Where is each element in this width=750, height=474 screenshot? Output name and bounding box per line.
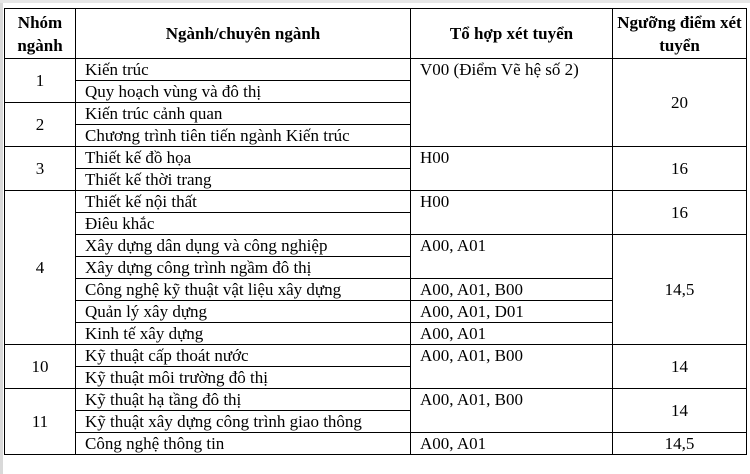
major-name: Kinh tế xây dựng [76, 323, 411, 345]
major-name: Xây dựng dân dụng và công nghiệp [76, 235, 411, 257]
group-number: 10 [5, 345, 76, 389]
combo-cell: H00 [411, 147, 613, 191]
group-number: 1 [5, 59, 76, 103]
score-cell: 14 [613, 345, 747, 389]
major-name: Công nghệ thông tin [76, 433, 411, 455]
table-row [5, 345, 747, 367]
combo-cell: A00, A01 [411, 235, 613, 279]
score-cell: 16 [613, 191, 747, 235]
major-name: Kỹ thuật hạ tầng đô thị [76, 389, 411, 411]
admission-threshold-table [4, 8, 747, 455]
combo-cell: H00 [411, 191, 613, 235]
table-row [5, 191, 747, 213]
combo-cell: A00, A01, B00 [411, 389, 613, 433]
combo-cell: A00, A01, B00 [411, 345, 613, 389]
combo-cell: V00 (Điểm Vẽ hệ số 2) [411, 59, 613, 147]
table-row [5, 389, 747, 411]
header-major: Ngành/chuyên ngành [76, 9, 411, 59]
header-group: Nhóm ngành [5, 9, 76, 59]
major-name: Thiết kế nội thất [76, 191, 411, 213]
major-name: Thiết kế đồ họa [76, 147, 411, 169]
major-name: Kỹ thuật môi trường đô thị [76, 367, 411, 389]
major-name: Công nghệ kỹ thuật vật liệu xây dựng [76, 279, 411, 301]
major-name: Kỹ thuật cấp thoát nước [76, 345, 411, 367]
score-cell: 14,5 [613, 433, 747, 455]
window-frame-left [0, 0, 3, 474]
score-cell: 14,5 [613, 235, 747, 345]
table-row [5, 433, 747, 455]
major-name: Xây dựng công trình ngầm đô thị [76, 257, 411, 279]
group-number: 2 [5, 103, 76, 147]
group-number: 3 [5, 147, 76, 191]
major-name: Kiến trúc cảnh quan [76, 103, 411, 125]
header-combo: Tổ hợp xét tuyển [411, 9, 613, 59]
major-name: Điêu khắc [76, 213, 411, 235]
major-name: Kiến trúc [76, 59, 411, 81]
header-score: Ngưỡng điểm xét tuyển [613, 9, 747, 59]
table-row [5, 59, 747, 81]
major-name: Quy hoạch vùng và đô thị [76, 81, 411, 103]
group-number: 11 [5, 389, 76, 455]
group-number: 4 [5, 191, 76, 345]
major-name: Kỹ thuật xây dựng công trình giao thông [76, 411, 411, 433]
combo-cell: A00, A01 [411, 323, 613, 345]
table-row [5, 147, 747, 169]
table-row [5, 235, 747, 257]
score-cell: 20 [613, 59, 747, 147]
score-cell: 16 [613, 147, 747, 191]
score-cell: 14 [613, 389, 747, 433]
combo-cell: A00, A01 [411, 433, 613, 455]
window-frame-top [0, 0, 750, 3]
major-name: Chương trình tiên tiến ngành Kiến trúc [76, 125, 411, 147]
combo-cell: A00, A01, B00 [411, 279, 613, 301]
combo-cell: A00, A01, D01 [411, 301, 613, 323]
major-name: Thiết kế thời trang [76, 169, 411, 191]
header-row [5, 9, 747, 59]
major-name: Quản lý xây dựng [76, 301, 411, 323]
